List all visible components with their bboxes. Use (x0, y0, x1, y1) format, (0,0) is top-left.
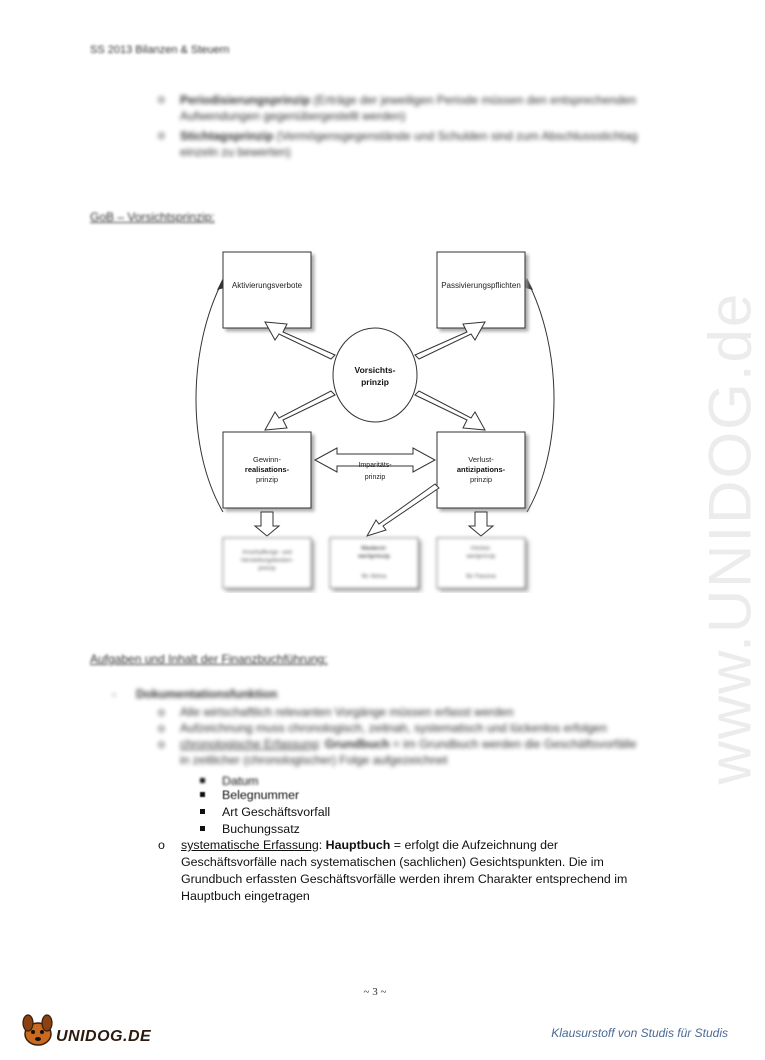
sub-item (158, 720, 672, 736)
square-list-item-art (200, 803, 330, 821)
systematic-link: systematische Erfassung (181, 838, 319, 852)
systematic-text-3: Grundbuch erfassten Geschäftsvorfälle werden ihrem Charakter entsprechend im (181, 872, 628, 886)
low-box2-text: Niederst- (360, 546, 388, 552)
right-arc (527, 280, 554, 512)
low-box2-text: für Aktiva (361, 574, 387, 580)
label-gewinn-1: Gewinn- (253, 455, 281, 464)
item-term: Stichtagsprinzip (180, 129, 274, 143)
arrow-to-bottom-right (415, 391, 485, 430)
footer-tagline: Klausurstoff von Studis für Studis (551, 1026, 728, 1040)
square-list-item-beleg (200, 786, 299, 804)
center-circle (333, 328, 417, 422)
page-number: ~ 3 ~ (363, 986, 387, 998)
square-item-text: Belegnummer (222, 788, 300, 802)
item-term: Periodisierungsprinzip (180, 93, 311, 107)
label-aktivierungsverbote: Aktivierungsverbote (231, 281, 303, 290)
systematic-text-1: = erfolgt die Aufzeichnung der (390, 838, 559, 852)
sub-item (158, 704, 672, 720)
chrono-term: Grundbuch (324, 737, 390, 751)
watermark: www.UNIDOG.de (696, 291, 764, 785)
low-box2-text: wertprinzip (357, 554, 391, 560)
logo-wordmark: UNIDOG.DE (56, 1028, 152, 1045)
low-box1-text: Herstellungskosten- (240, 558, 294, 564)
left-arc (196, 280, 223, 512)
item-text: (Vermögensgegenstände und Schulden sind zum Abschlussstichtag (273, 129, 638, 143)
systematic-text-4: Hauptbuch eingetragen (181, 889, 310, 903)
low-box1-text: prinzip (258, 566, 276, 572)
chrono-text-cont: in zeitlicher (chronologischer) Folge aufgezeichnet (180, 753, 448, 767)
square-bullet (200, 778, 205, 783)
item-text-cont: einzeln zu bewerten) (180, 145, 291, 159)
arrow-down-right (469, 512, 493, 536)
systematic-term: Hauptbuch (325, 838, 391, 852)
label-gewinn-3: prinzip (255, 475, 279, 484)
sub-item-chrono (158, 736, 672, 768)
sub-item-text: Alle wirtschaftlich relevanten Vorgänge müssen erfasst werden (180, 705, 514, 719)
square-item-text: Buchungssatz (222, 822, 300, 836)
low-box3-text: wertprinzip (466, 554, 496, 560)
arrow-to-lower-middle (367, 484, 439, 536)
top-list (158, 92, 678, 160)
label-verlust-3: prinzip (469, 475, 493, 484)
chrono-text: = im Grundbuch werden die Geschäftsvorfälle (389, 737, 637, 751)
circle-bullet: o (158, 721, 165, 735)
square-item-text: Datum (222, 774, 259, 788)
square-bullet (200, 809, 205, 814)
running-header: SS 2013 Bilanzen & Steuern (90, 44, 230, 56)
chrono-link: chronologische Erfassung (180, 737, 319, 751)
label-center-1: Vorsichts- (354, 365, 396, 375)
dash-item (112, 686, 672, 702)
chrono-sep: : (318, 737, 325, 751)
box-aktivierungsverbote (223, 252, 311, 328)
dog-logo-icon (18, 1010, 58, 1050)
label-verlust-2: antizipations- (456, 465, 506, 474)
label-imparitaet-1: Imparitäts- (358, 462, 392, 469)
section-heading-vorsicht: GoB – Vorsichtsprinzip: (90, 210, 215, 224)
systematic-item (158, 837, 678, 905)
low-box3-text: Höchst- (470, 546, 492, 552)
box-passivierungspflichten (437, 252, 525, 328)
top-list-item (158, 128, 678, 160)
documentation-block (112, 686, 672, 768)
systematic-text-2: Geschäftsvorfälle nach systematischen (sachlichen) Gesichtspunkten. Die im (181, 855, 604, 869)
square-bullet (200, 792, 205, 797)
low-box3-text: für Passiva (466, 574, 496, 580)
arrow-down-left (255, 512, 279, 536)
low-box1-text: Anschaffungs- und (242, 550, 292, 556)
dash-bullet: - (112, 687, 116, 701)
circle-bullet: o (158, 838, 165, 852)
dash-item-text: Dokumentationsfunktion (136, 687, 278, 701)
systematic-sep: : (318, 838, 326, 852)
square-list-item-buchungssatz (200, 820, 300, 838)
top-list-item (158, 92, 678, 124)
circle-bullet: o (158, 92, 165, 106)
square-bullet (200, 826, 205, 831)
circle-bullet: o (158, 705, 165, 719)
label-imparitaet-2: prinzip (364, 474, 386, 481)
label-verlust-1: Verlust- (468, 455, 494, 464)
square-item-text: Art Geschäftsvorfall (222, 805, 331, 819)
sub-item-text: Aufzeichnung muss chronologisch, zeitnah, systematisch und lückenlos erfolgen (180, 721, 607, 735)
circle-bullet: o (158, 128, 165, 142)
section-heading-finanzbuchfuehrung: Aufgaben und Inhalt der Finanzbuchführung: (90, 652, 328, 666)
arrow-to-bottom-left (265, 391, 335, 430)
circle-bullet: o (158, 737, 165, 751)
label-gewinn-2: realisations- (244, 465, 290, 474)
label-center-2: prinzip (361, 377, 389, 387)
label-passivierungspflichten: Passivierungspflichten (441, 281, 521, 290)
item-text: (Erträge der jeweiligen Periode müssen den entsprechenden (310, 93, 637, 107)
item-text-cont: Aufwendungen gegenübergestellt werden) (180, 109, 406, 123)
vorsichtsprinzip-diagram (195, 240, 555, 610)
